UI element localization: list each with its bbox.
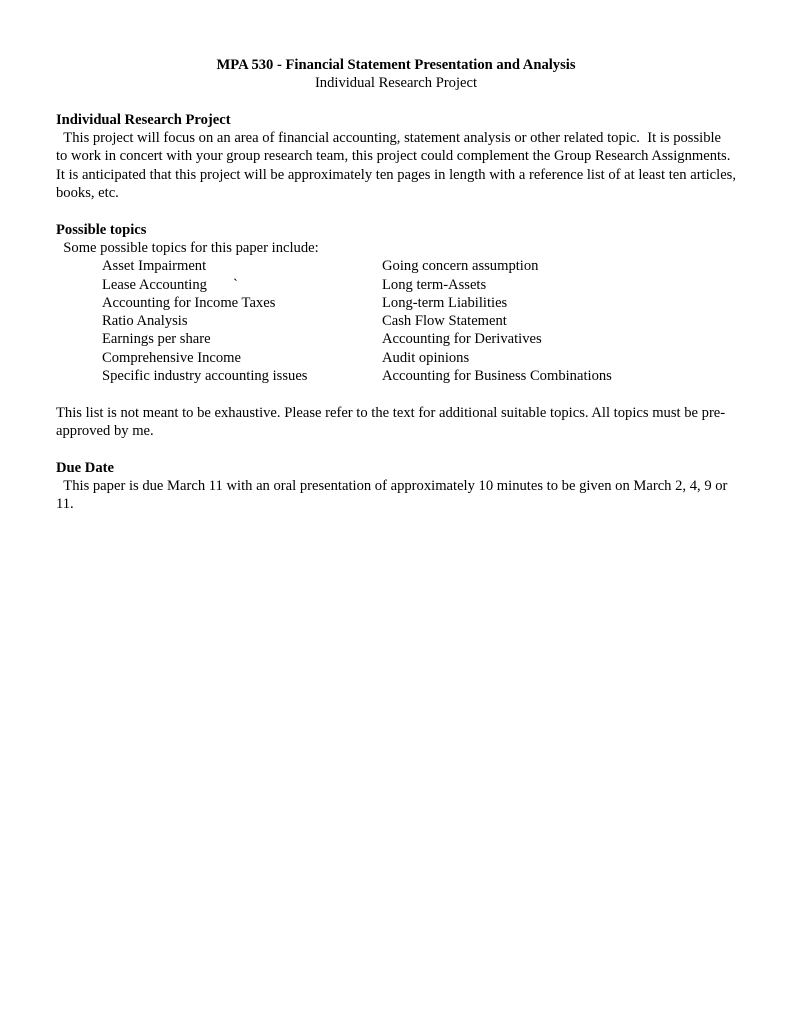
project-heading: Individual Research Project — [56, 111, 231, 128]
spacer — [56, 202, 736, 220]
list-item — [56, 294, 736, 312]
spacer — [56, 385, 736, 403]
document-page — [56, 56, 740, 513]
stray-mark: ` — [232, 276, 238, 293]
topic-left-earnings-per-share: Earnings per share — [102, 331, 211, 348]
topic-right-cash-flow: Cash Flow Statement — [382, 313, 507, 330]
list-item — [56, 349, 736, 367]
topic-right-long-term-liabilities: Long-term Liabilities — [382, 294, 508, 311]
topic-right-long-term-assets: Long term-Assets — [382, 276, 487, 293]
topic-left-industry-issues: Specific industry accounting issues — [102, 368, 308, 385]
topic-left-lease-accounting-label: Lease Accounting — [102, 276, 207, 293]
document-title: MPA 530 - Financial Statement Presentation and Analysis — [216, 57, 576, 73]
list-item — [56, 257, 736, 275]
topics-intro: Some possible topics for this paper include: — [56, 239, 319, 256]
topics-heading: Possible topics — [56, 221, 147, 238]
list-item — [56, 330, 736, 348]
list-item — [56, 367, 736, 385]
spacer — [56, 93, 736, 111]
project-body: This project will focus on an area of financial accounting, statement analysis or other related topic. It is possible to work in concert with your group research team, this project could complement the Group Research Assignments. It is anticipated that this project will be approximately ten pages in length with a reference list of at least ten articles, books, etc. — [56, 130, 740, 202]
topic-left-asset-impairment: Asset Impairment — [102, 258, 207, 275]
topic-right-going-concern: Going concern assumption — [382, 258, 539, 275]
topic-right-derivatives: Accounting for Derivatives — [382, 331, 542, 348]
spacer — [56, 440, 736, 458]
topic-left-income-taxes: Accounting for Income Taxes — [102, 294, 276, 311]
topic-left-lease-accounting — [56, 276, 382, 294]
topics-list — [56, 257, 736, 385]
topics-note: This list is not meant to be exhaustive. Please refer to the text for additional suitable topics. All topics must be pre-approved by me. — [56, 404, 726, 439]
due-date-body: This paper is due March 11 with an oral presentation of approximately 10 minutes to be given on March 2, 4, 9 or 11. — [56, 477, 732, 513]
topic-left-ratio-analysis: Ratio Analysis — [102, 313, 188, 330]
topic-right-business-combinations: Accounting for Business Combinations — [382, 368, 612, 385]
list-item — [56, 276, 736, 294]
due-date-heading: Due Date — [56, 459, 114, 476]
list-item — [56, 312, 736, 330]
document-subtitle: Individual Research Project — [314, 75, 478, 92]
topic-right-audit-opinions: Audit opinions — [382, 349, 470, 366]
topic-left-comprehensive-income: Comprehensive Income — [102, 349, 242, 366]
